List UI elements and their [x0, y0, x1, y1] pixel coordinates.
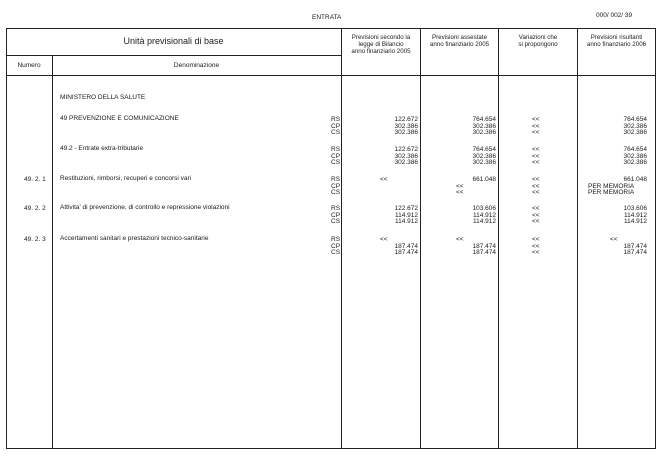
table-top-border	[6, 28, 655, 29]
bilancio-value: 114.912	[394, 211, 418, 219]
assestate-value: 302.386	[472, 129, 496, 136]
bilancio-value: 187.474	[394, 249, 418, 256]
variazioni-value: <<	[532, 116, 540, 123]
assestate-header-line: anno finanziario 2005	[429, 41, 490, 48]
row-label: Accertamenti sanitari e prestazioni tecnico-sanitarie	[60, 235, 209, 242]
row-number: 49. 2. 2	[24, 205, 46, 212]
variazioni-value: <<	[532, 249, 540, 256]
assestate-value: <<	[456, 236, 464, 243]
row-code: RS	[331, 205, 341, 212]
row-label: 49.2 - Entrate extra-tributarie	[60, 145, 144, 152]
bilancio-value: 302.386	[394, 129, 418, 136]
assestate-value: 103.606	[472, 205, 496, 212]
unit-header-divider	[6, 55, 341, 56]
risultanti-value: 764.654	[623, 116, 647, 123]
risultanti-value: 302.386	[623, 122, 647, 130]
bilancio-value: 114.912	[394, 218, 418, 225]
variazioni-value: <<	[532, 152, 540, 160]
bilancio-header	[342, 34, 420, 55]
risultanti-value: PER MEMORIA	[588, 182, 635, 190]
assestate-header	[421, 34, 498, 48]
risultanti-value: 302.386	[623, 159, 647, 166]
variazioni-header-line: si propongono	[518, 41, 558, 48]
risultanti-value: 661.048	[623, 176, 647, 183]
variazioni-value: <<	[532, 205, 540, 212]
row-code: RS	[331, 146, 341, 153]
assestate-value: <<	[456, 189, 464, 196]
right-border	[655, 28, 656, 449]
bilancio-header-line: anno finanziario 2005	[351, 48, 411, 55]
risultanti-value: 302.386	[623, 129, 647, 136]
assestate-value: 114.912	[472, 218, 496, 225]
variazioni-header	[499, 34, 577, 48]
bilancio-value: 122.672	[394, 146, 418, 153]
row-code: CS	[331, 189, 341, 196]
risultanti-divider	[577, 28, 578, 449]
row-code: RS	[331, 116, 341, 123]
denominazione-header: Denominazione	[173, 62, 220, 69]
header-bottom-border	[6, 75, 655, 76]
variazioni-value: <<	[532, 211, 540, 219]
bilancio-value: 122.672	[394, 205, 418, 212]
row-code: CP	[331, 152, 341, 160]
assestate-value: 661.048	[472, 176, 496, 183]
variazioni-value: <<	[532, 129, 540, 136]
row-code: CS	[331, 249, 341, 256]
bilancio-header-line: Previsioni secondo la	[351, 34, 411, 41]
row-code: CP	[331, 122, 341, 130]
assestate-divider	[420, 28, 421, 449]
risultanti-header-line: Previsioni risultanti	[590, 34, 643, 41]
page-title: ENTRATA	[312, 14, 342, 21]
risultanti-value: <<	[610, 236, 618, 243]
risultanti-header	[578, 34, 655, 48]
assestate-value: 302.386	[472, 122, 496, 130]
risultanti-value: PER MEMORIA	[588, 189, 635, 196]
row-code: CP	[331, 242, 341, 250]
variazioni-value: <<	[532, 242, 540, 250]
variazioni-value: <<	[532, 218, 540, 225]
ministry-name: MINISTERO DELLA SALUTE	[60, 94, 146, 101]
assestate-header-line: Previsioni assestate	[431, 34, 488, 41]
unit-header: Unità previsionali di base	[123, 36, 224, 46]
assestate-value: 302.386	[472, 159, 496, 166]
bilancio-value: <<	[380, 176, 388, 183]
row-code: CS	[331, 218, 341, 225]
left-border	[6, 28, 7, 449]
risultanti-value: 114.912	[623, 218, 647, 225]
variazioni-value: <<	[532, 159, 540, 166]
bilancio-value: 187.474	[394, 242, 418, 250]
variazioni-divider	[498, 28, 499, 449]
assestate-value: 302.386	[472, 152, 496, 160]
variazioni-value: <<	[532, 189, 540, 196]
assestate-value: 114.912	[472, 211, 496, 219]
assestate-value: 764.654	[472, 146, 496, 153]
risultanti-value: 302.386	[623, 152, 647, 160]
row-label: Restituzioni, rimborsi, recuperi e concorsi vari	[60, 175, 192, 182]
table-bottom-border	[6, 448, 655, 449]
bilancio-value: 302.386	[394, 152, 418, 160]
row-label: 49 PREVENZIONE E COMUNICAZIONE	[60, 115, 179, 122]
assestate-value: 187.474	[472, 249, 496, 256]
assestate-value: 764.654	[472, 116, 496, 123]
row-number: 49. 2. 3	[24, 236, 46, 243]
bilancio-value: 302.386	[394, 159, 418, 166]
bilancio-header-line: legge di Bilancio	[358, 41, 404, 48]
row-number: 49. 2. 1	[24, 176, 46, 183]
page-code: 000/ 002/ 39	[596, 12, 633, 19]
risultanti-value: 187.474	[623, 242, 647, 250]
risultanti-value: 764.654	[623, 146, 647, 153]
variazioni-header-line: Variazioni che	[518, 34, 558, 41]
bilancio-value: 302.386	[394, 122, 418, 130]
row-code: CS	[331, 129, 341, 136]
numero-divider	[52, 55, 53, 449]
variazioni-value: <<	[532, 176, 540, 183]
variazioni-value: <<	[532, 122, 540, 130]
bilancio-value: <<	[380, 236, 388, 243]
variazioni-value: <<	[532, 182, 540, 190]
row-code: RS	[331, 236, 341, 243]
row-code: RS	[331, 176, 341, 183]
risultanti-header-line: anno finanziario 2006	[586, 41, 647, 48]
variazioni-value: <<	[532, 236, 540, 243]
assestate-value: <<	[456, 182, 464, 190]
row-code: CS	[331, 159, 341, 166]
row-label: Attivita' di prevenzione, di controllo e repressione violazioni	[60, 204, 230, 211]
assestate-value: 187.474	[472, 242, 496, 250]
bilancio-value: 122.672	[394, 116, 418, 123]
bilancio-divider	[341, 28, 342, 449]
row-code: CP	[331, 211, 341, 219]
risultanti-value: 114.912	[623, 211, 647, 219]
numero-header: Numero	[17, 62, 41, 69]
row-code: CP	[331, 182, 341, 190]
risultanti-value: 187.474	[623, 249, 647, 256]
risultanti-value: 103.606	[623, 205, 647, 212]
variazioni-value: <<	[532, 146, 540, 153]
